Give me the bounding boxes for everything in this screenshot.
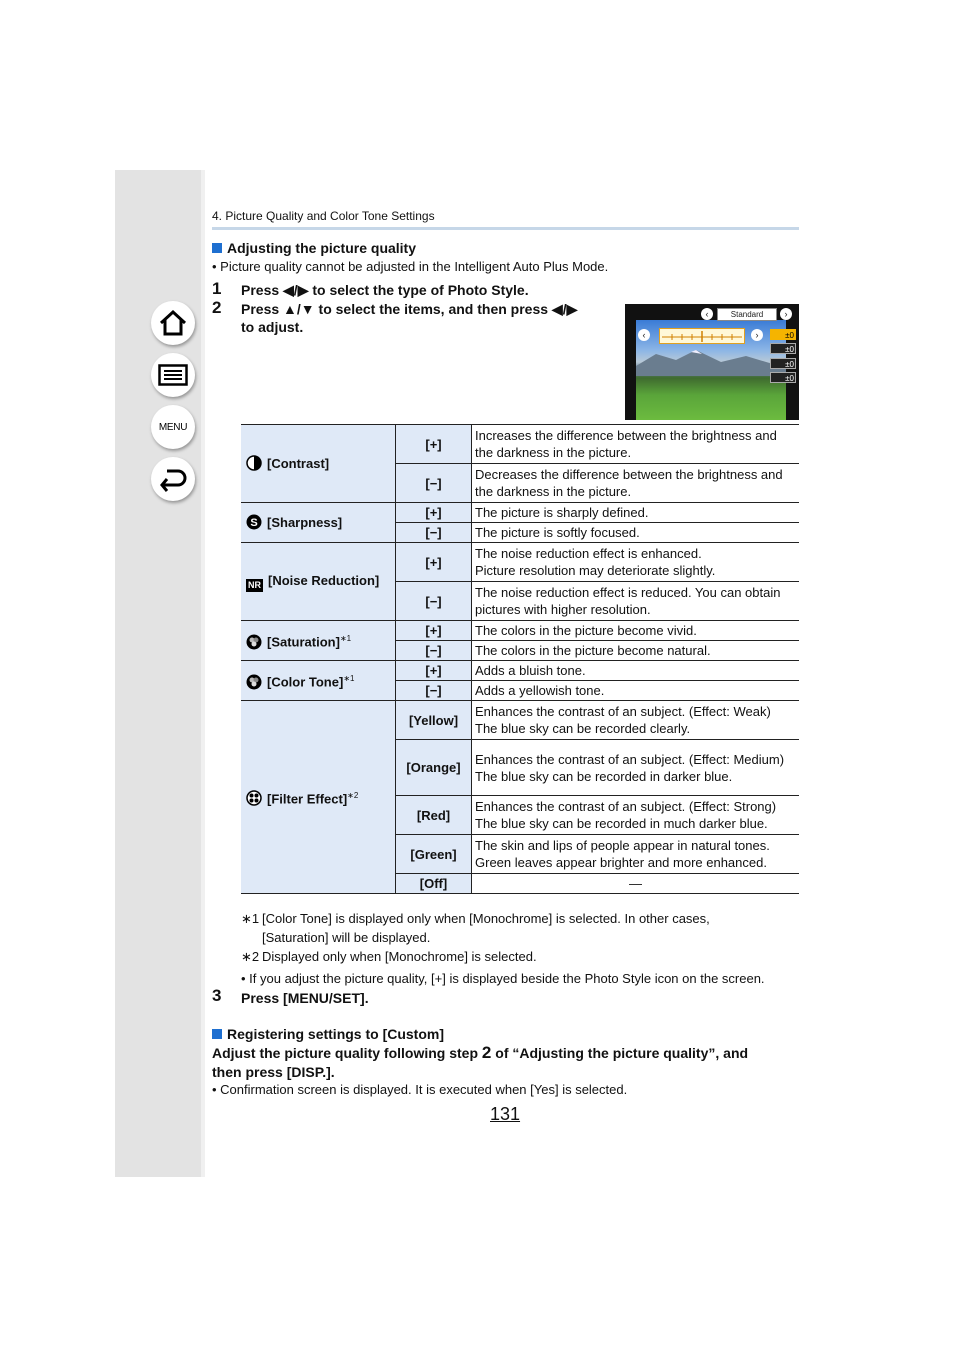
header-rule: [212, 227, 799, 230]
square-bullet-icon: [212, 1029, 222, 1039]
option-minus: [−]: [396, 523, 472, 543]
description: The skin and lips of people appear in natural tones. Green leaves appear brighter and more enhanced.: [472, 835, 800, 874]
custom-note: • Confirmation screen is displayed. It is executed when [Yes] is selected.: [212, 1082, 628, 1097]
option-minus: [−]: [396, 464, 472, 503]
settings-table: [241, 424, 799, 894]
mountain-shape: [636, 346, 786, 376]
step-3-text: Press [MENU/SET].: [241, 990, 369, 1006]
option-plus: [+]: [396, 543, 472, 582]
color-tone-icon: [246, 674, 262, 690]
saturation-icon: [246, 634, 262, 650]
photo-style-label: Standard: [717, 308, 777, 321]
scale-left-arrow-icon: ‹: [638, 329, 650, 341]
description: The noise reduction effect is reduced. You can obtain pictures with higher resolution.: [472, 582, 800, 621]
home-icon: [158, 309, 188, 337]
option-off: [Off]: [396, 874, 472, 894]
option-plus: [+]: [396, 621, 472, 641]
section-note: • Picture quality cannot be adjusted in the Intelligent Auto Plus Mode.: [212, 259, 609, 274]
description: The colors in the picture become vivid.: [472, 621, 800, 641]
row-label-contrast: [Contrast]: [241, 425, 396, 503]
step-2-number: 2: [212, 298, 222, 317]
back-button[interactable]: [151, 457, 195, 501]
option-plus: [+]: [396, 503, 472, 523]
row-label-color-tone: [Color Tone]$^{∗1}$: [241, 661, 396, 701]
description: Enhances the contrast of an subject. (Effect: Medium) The blue sky can be recorded in darker blue.: [472, 740, 800, 796]
noise-reduction-icon: NR: [248, 579, 261, 590]
step-2-text: Press ▲/▼ to select the items, and then press ◀/▶ to adjust.: [241, 301, 578, 335]
table-row: [241, 621, 799, 641]
menu-label: MENU: [158, 421, 188, 433]
table-row: [241, 661, 799, 681]
description: The noise reduction effect is enhanced. Picture resolution may deteriorate slightly.: [472, 543, 800, 582]
screen-item-noise: ±0: [770, 358, 796, 369]
description: Enhances the contrast of an subject. (Effect: Strong) The blue sky can be recorded in much darker blue.: [472, 796, 800, 835]
square-bullet-icon: [212, 243, 222, 253]
option-plus: [+]: [396, 425, 472, 464]
description: The colors in the picture become natural.: [472, 641, 800, 661]
screen-item-contrast: ±0: [770, 329, 796, 340]
plus-display-note: • If you adjust the picture quality, [+] is displayed beside the Photo Style icon on the screen.: [241, 971, 765, 986]
description: The picture is sharply defined.: [472, 503, 800, 523]
section-title-custom: Registering settings to [Custom]: [212, 1026, 444, 1042]
section-title-adjusting: Adjusting the picture quality: [212, 240, 416, 256]
chapter-header: 4. Picture Quality and Color Tone Settings: [212, 209, 435, 223]
option-orange: [Orange]: [396, 740, 472, 796]
back-arrow-icon: [158, 466, 188, 492]
row-label-filter-effect: [Filter Effect]$^{∗2}$: [241, 701, 396, 894]
scale-right-arrow-icon: ›: [751, 329, 763, 341]
sharpness-icon: [246, 514, 262, 530]
option-plus: [+]: [396, 661, 472, 681]
option-minus: [−]: [396, 681, 472, 701]
option-green: [Green]: [396, 835, 472, 874]
filter-effect-icon: [246, 790, 262, 806]
option-red: [Red]: [396, 796, 472, 835]
description: Adds a bluish tone.: [472, 661, 800, 681]
home-button[interactable]: [151, 301, 195, 345]
step-1-text: Press ◀/▶ to select the type of Photo Style.: [241, 282, 529, 298]
screen-right-arrow-icon: ›: [780, 308, 792, 320]
option-yellow: [Yellow]: [396, 701, 472, 740]
screen-item-sharpness: ±0: [770, 343, 796, 354]
list-icon: [158, 364, 188, 386]
custom-instruction: Adjust the picture quality following step 2 of “Adjusting the picture quality”, and then press [DISP.].: [212, 1043, 749, 1080]
table-row: [241, 701, 799, 740]
contents-button[interactable]: [151, 353, 195, 397]
table-row: [241, 543, 799, 582]
adjust-scale: [659, 328, 745, 344]
screen-item-saturation: ±0: [770, 372, 796, 383]
sidebar-edge: [201, 170, 205, 1177]
footnote-2-text: Displayed only when [Monochrome] is selected.: [262, 949, 537, 964]
svg-text:S: S: [250, 517, 258, 529]
table-row: [241, 425, 799, 464]
camera-screen-image: [625, 304, 799, 420]
table-row: [241, 503, 799, 523]
description: Adds a yellowish tone.: [472, 681, 800, 701]
description: Increases the difference between the brightness and the darkness in the picture.: [472, 425, 800, 464]
option-minus: [−]: [396, 582, 472, 621]
menu-button[interactable]: [151, 405, 195, 449]
footnote-1-mark: ∗1: [241, 911, 260, 926]
row-label-saturation: [Saturation]$^{∗1}$: [241, 621, 396, 661]
step-3-number: 3: [212, 986, 222, 1005]
page-number: 131: [490, 1104, 521, 1124]
description: Enhances the contrast of an subject. (Effect: Weak) The blue sky can be recorded clearly.: [472, 701, 800, 740]
row-label-sharpness: S [Sharpness]: [241, 503, 396, 543]
step-1-number: 1: [212, 279, 222, 298]
screen-left-arrow-icon: ‹: [701, 308, 713, 320]
footnote-2-mark: ∗2: [241, 949, 260, 964]
description: Decreases the difference between the brightness and the darkness in the picture.: [472, 464, 800, 503]
description: The picture is softly focused.: [472, 523, 800, 543]
description: —: [472, 874, 800, 894]
footnote-1-text: [Color Tone] is displayed only when [Monochrome] is selected. In other cases, [Saturation] will be displayed.: [262, 911, 710, 945]
option-minus: [−]: [396, 641, 472, 661]
row-label-noise-reduction: NR [Noise Reduction]: [241, 543, 396, 621]
contrast-icon: [246, 455, 262, 471]
